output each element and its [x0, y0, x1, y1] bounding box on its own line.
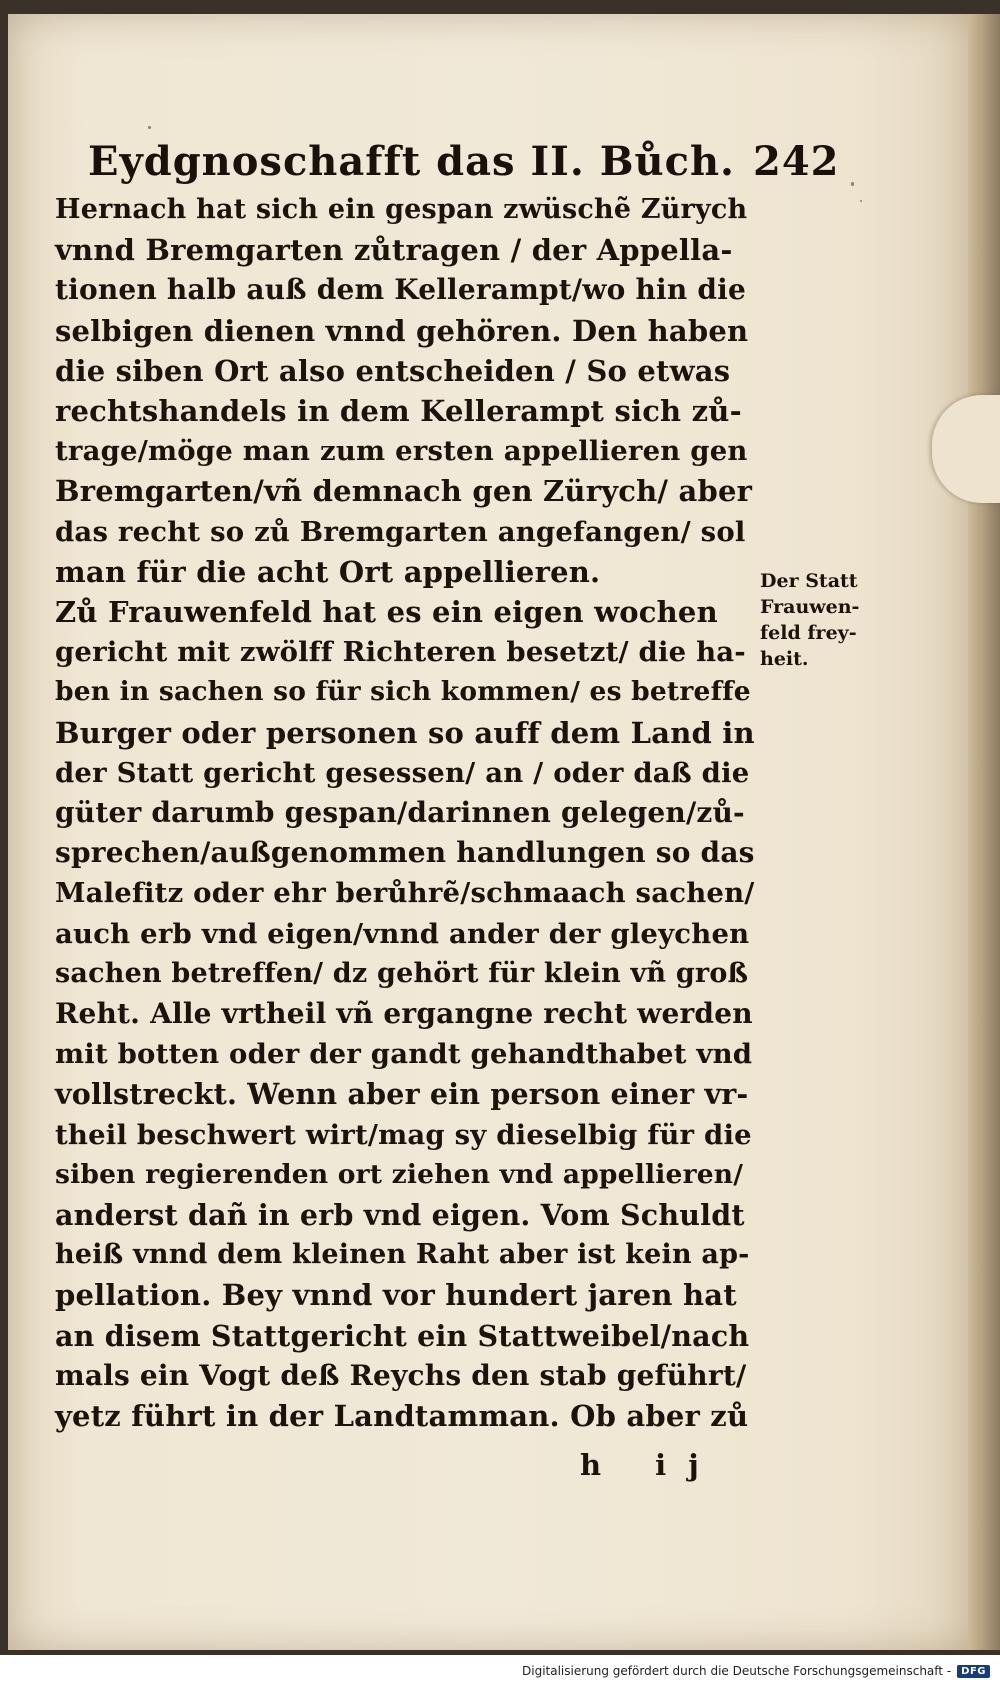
text-line: gericht mit zwölff Richteren besetzt/ die ha- — [55, 636, 746, 669]
footer-credit: Digitalisierung gefördert durch die Deutsche Forschungsgemeinschaft - — [522, 1664, 952, 1678]
text-line: Malefitz oder ehr berůhrẽ/schmaach sachen/ — [55, 877, 755, 910]
running-title: Eydgnoschafft das II. Bůch. — [88, 138, 735, 185]
marginal-line: heit. — [760, 648, 809, 670]
folio-number: 242 — [752, 138, 840, 185]
text-line: pellation. Bey vnnd vor hundert jaren hat — [55, 1278, 737, 1313]
text-line: tionen halb auß dem Kellerampt/wo hin die — [55, 273, 747, 307]
text-line: mals ein Vogt deß Reychs den stab geführt/ — [55, 1358, 747, 1392]
digitization-footer — [522, 1664, 990, 1678]
text-line: güter darumb gespan/darinnen gelegen/zů- — [55, 796, 745, 829]
text-line: siben regierenden ort ziehen vnd appellieren/ — [55, 1158, 744, 1190]
text-line: theil beschwert wirt/mag sy dieselbig für die — [55, 1118, 752, 1151]
text-line: Bremgarten/vñ demnach gen Zürych/ aber — [55, 474, 753, 509]
running-header — [88, 138, 840, 185]
text-line: trage/möge man zum ersten appellieren gen — [55, 435, 748, 468]
text-line: yetz führt in der Landtamman. Ob aber zů — [55, 1399, 749, 1433]
book-edge — [968, 14, 1000, 1650]
text-line: sachen betreffen/ dz gehört für klein vñ groß — [55, 957, 749, 989]
text-line: rechtshandels in dem Kellerampt sich zů- — [55, 394, 742, 428]
text-line: auch erb vnd eigen/vnnd ander der gleychen — [55, 917, 750, 950]
text-line: mit botten oder der gandt gehandthabet vnd — [55, 1038, 753, 1071]
marginal-note — [760, 568, 890, 672]
text-line: Hernach hat sich ein gespan zwüschẽ Zürych — [55, 194, 748, 225]
ink-speck — [860, 200, 862, 202]
signature-mark: h ij — [580, 1448, 721, 1482]
text-line: heiß vnnd dem kleinen Raht aber ist kein ap- — [55, 1239, 750, 1271]
text-line: selbigen dienen vnnd gehören. Den haben — [55, 313, 749, 348]
text-line: an disem Stattgericht ein Stattweibel/nach — [55, 1318, 750, 1353]
marginal-line: feld frey- — [760, 622, 857, 644]
text-line: ben in sachen so für sich kommen/ es betreffe — [55, 676, 751, 708]
text-line: man für die acht Ort appellieren. — [55, 554, 601, 589]
dfg-logo-icon: DFG — [957, 1665, 990, 1678]
text-line: Reht. Alle vrtheil vñ ergangne recht werden — [55, 997, 753, 1030]
text-line: die siben Ort also entscheiden / So etwas — [55, 353, 731, 388]
marginal-line: Der Statt — [760, 570, 858, 592]
text-line: vollstreckt. Wenn aber ein person einer vr- — [55, 1077, 749, 1112]
text-line: der Statt gericht gesessen/ an / oder daß die — [55, 756, 750, 789]
text-line: Burger oder personen so auff dem Land in — [55, 715, 755, 750]
marginal-line: Frauwen- — [760, 596, 860, 618]
ink-speck — [851, 182, 854, 186]
text-line: vnnd Bremgarten zůtragen / der Appella- — [55, 233, 733, 268]
text-line: Zů Frauwenfeld hat es ein eigen wochen — [55, 595, 718, 629]
ink-speck — [148, 126, 151, 129]
text-line: sprechen/außgenommen handlungen so das — [55, 836, 755, 870]
text-line: das recht so zů Bremgarten angefangen/ sol — [55, 515, 746, 548]
text-line: anderst dañ in erb vnd eigen. Vom Schuldt — [55, 1198, 745, 1232]
